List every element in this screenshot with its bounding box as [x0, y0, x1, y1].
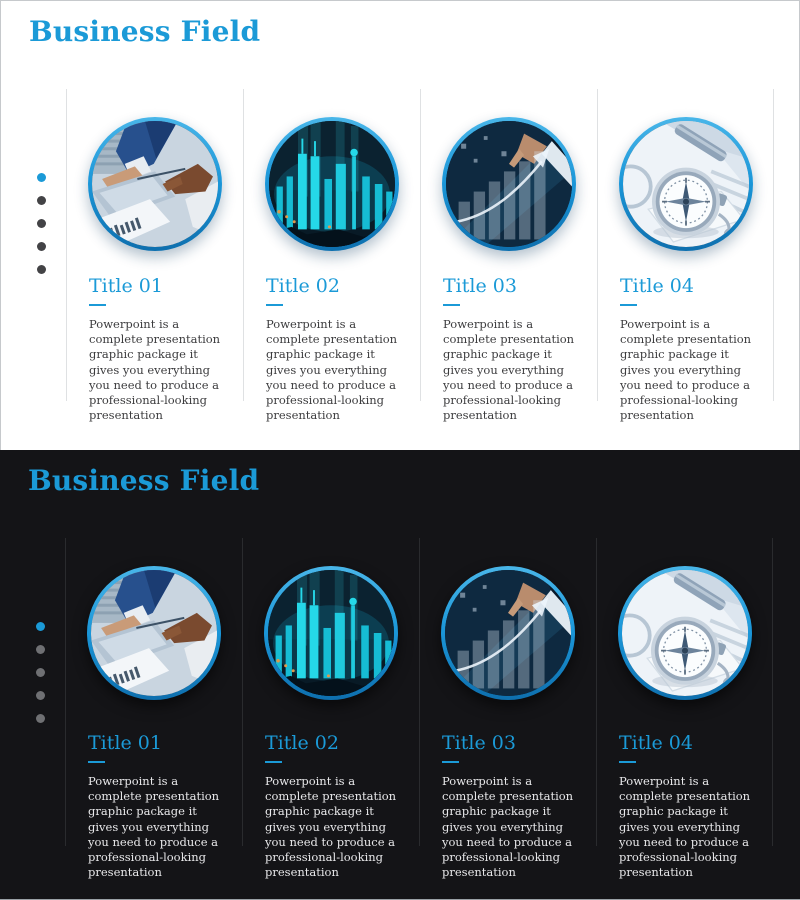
card-title: Title 01: [89, 275, 163, 297]
business-meeting-photo: [92, 121, 218, 247]
pagination-dot[interactable]: [37, 196, 46, 205]
circle-image-frame: [618, 566, 752, 700]
card-description: Powerpoint is a complete presentation graphic package it gives you everything you need to produce a professional-looking presentation: [266, 317, 398, 423]
card-row: [65, 566, 773, 880]
pagination-dot-active[interactable]: [37, 173, 46, 182]
card-title: Title 03: [442, 732, 516, 754]
circle-image-frame: [264, 566, 398, 700]
growth-chart-photo: [446, 121, 572, 247]
card-title-03: [420, 117, 597, 423]
circle-image-frame: [265, 117, 399, 251]
title-underline: [442, 761, 459, 763]
pagination-dot[interactable]: [37, 265, 46, 274]
compass-photo: [622, 570, 748, 696]
title-underline: [88, 761, 105, 763]
card-title-04: [597, 117, 774, 423]
card-title-01: [66, 117, 243, 423]
pagination-dot[interactable]: [36, 645, 45, 654]
card-title-02: [242, 566, 419, 880]
card-title: Title 01: [88, 732, 162, 754]
pagination-dot[interactable]: [36, 668, 45, 677]
card-title: Title 02: [265, 732, 339, 754]
pagination-dots: [37, 173, 46, 274]
card-description: Powerpoint is a complete presentation graphic package it gives you everything you need to produce a professional-looking presentation: [89, 317, 221, 423]
card-title-01: [65, 566, 242, 880]
growth-chart-photo: [445, 570, 571, 696]
card-description: Powerpoint is a complete presentation graphic package it gives you everything you need to produce a professional-looking presentation: [443, 317, 575, 423]
card-row: [66, 117, 774, 423]
card-title: Title 03: [443, 275, 517, 297]
card-description: Powerpoint is a complete presentation graphic package it gives you everything you need to produce a professional-looking presentation: [265, 774, 397, 880]
slide-dark-theme: [0, 450, 800, 900]
pagination-dots: [36, 622, 45, 723]
card-description: Powerpoint is a complete presentation graphic package it gives you everything you need to produce a professional-looking presentation: [88, 774, 220, 880]
card-title: Title 02: [266, 275, 340, 297]
card-title-03: [419, 566, 596, 880]
title-underline: [443, 304, 460, 306]
title-underline: [619, 761, 636, 763]
business-meeting-photo: [91, 570, 217, 696]
title-underline: [265, 761, 282, 763]
card-title: Title 04: [619, 732, 693, 754]
card-title-02: [243, 117, 420, 423]
card-description: Powerpoint is a complete presentation graphic package it gives you everything you need to produce a professional-looking presentation: [619, 774, 751, 880]
compass-photo: [623, 121, 749, 247]
pagination-dot[interactable]: [37, 242, 46, 251]
city-skyline-photo: [268, 570, 394, 696]
slide-title: Business Field: [28, 464, 260, 497]
card-title: Title 04: [620, 275, 694, 297]
circle-image-frame: [87, 566, 221, 700]
pagination-dot[interactable]: [36, 714, 45, 723]
title-underline: [620, 304, 637, 306]
pagination-dot-active[interactable]: [36, 622, 45, 631]
circle-image-frame: [619, 117, 753, 251]
slide-title: Business Field: [29, 15, 261, 48]
pagination-dot[interactable]: [36, 691, 45, 700]
circle-image-frame: [442, 117, 576, 251]
card-title-04: [596, 566, 773, 880]
card-description: Powerpoint is a complete presentation graphic package it gives you everything you need to produce a professional-looking presentation: [442, 774, 574, 880]
pagination-dot[interactable]: [37, 219, 46, 228]
circle-image-frame: [88, 117, 222, 251]
city-skyline-photo: [269, 121, 395, 247]
title-underline: [89, 304, 106, 306]
card-description: Powerpoint is a complete presentation graphic package it gives you everything you need to produce a professional-looking presentation: [620, 317, 752, 423]
title-underline: [266, 304, 283, 306]
circle-image-frame: [441, 566, 575, 700]
